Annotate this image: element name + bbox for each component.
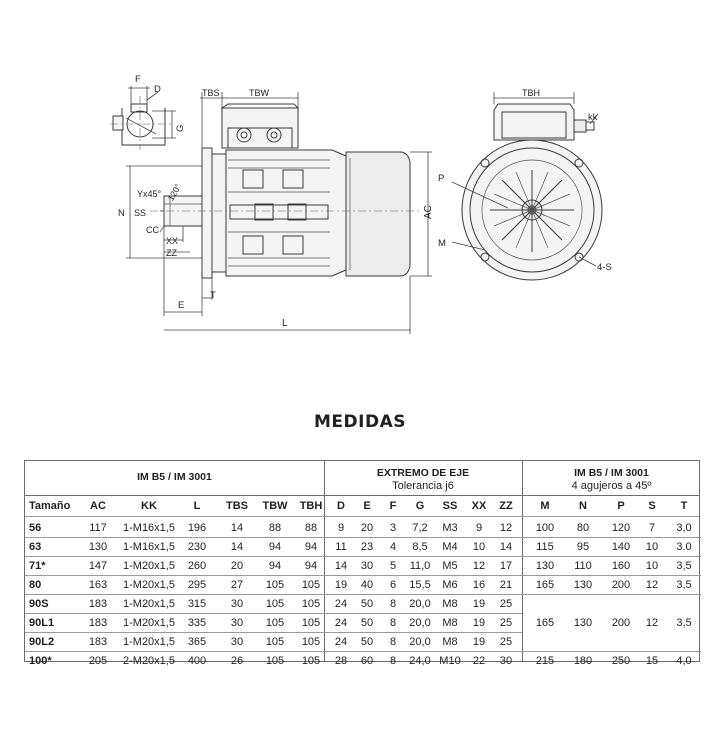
flange-cell: 3,0 [676,522,692,534]
table-cell: 105 [265,598,285,610]
table-cell: 24 [334,636,348,648]
table-cell: 20 [360,522,374,534]
label-ZZ: ZZ [166,248,177,258]
label-N: N [118,208,125,219]
flange-cell: 160 [611,560,631,572]
table-cell: 1-M16x1,5 [123,522,175,534]
header-rule [25,495,699,496]
table-cell: 183 [88,617,108,629]
table-cell: 88 [304,522,318,534]
table-cell: 50 [360,636,374,648]
table-cell: 105 [265,617,285,629]
table-cell: 30 [230,598,244,610]
table-cell: 196 [187,522,207,534]
table-cell: 9 [337,522,345,534]
table-cell: 117 [89,522,107,534]
table-cell: M5 [442,560,458,572]
flange-cell: 130 [573,579,593,591]
group-header-flange: IM B5 / IM 3001 4 agujeros a 45º [571,467,652,492]
table-cell: 335 [187,617,207,629]
table-cell: 1-M20x1,5 [123,598,175,610]
table-cell: 105 [301,598,321,610]
table-cell: 22 [472,655,486,667]
dimensions-table [24,460,700,667]
table-cell: 94 [304,560,318,572]
column-header: Tamaño [29,500,71,512]
table-cell: 183 [88,636,108,648]
column-header: ZZ [499,500,513,512]
table-cell: 88 [268,522,282,534]
flange-cell: 95 [576,541,590,553]
row-separator [25,575,701,576]
table-cell: 30 [230,636,244,648]
table-cell: 9 [475,522,483,534]
table-cell: 50 [360,617,374,629]
column-header: G [415,500,425,512]
table-cell: 40 [360,579,374,591]
table-cell: 94 [268,541,282,553]
label-TBH: TBH [522,88,540,98]
flange-cell: 80 [576,522,590,534]
table-cell: 24 [334,598,348,610]
column-header: TBS [226,500,248,512]
table-cell: M10 [439,655,461,667]
table-cell: 16 [472,579,486,591]
page-title: MEDIDAS [314,412,406,432]
flange-cell: 10 [645,541,659,553]
table-cell: 105 [301,617,321,629]
table-cell: 1-M16x1,5 [123,541,175,553]
label-XX: XX [166,236,179,246]
table-cell: 63 [29,541,42,553]
table-cell: 8 [389,636,397,648]
column-header: TBH [299,500,323,512]
group-header-dims: IM B5 / IM 3001 [137,471,212,483]
table-cell: 183 [88,598,108,610]
flange-cell: 130 [573,617,593,629]
table-cell: 94 [304,541,318,553]
table-cell: 30 [499,655,513,667]
table-cell: 8 [389,598,397,610]
table-cell: 11,0 [409,560,431,572]
table-cell: 260 [187,560,207,572]
table-cell: 17 [499,560,513,572]
flange-cell: 165 [535,617,555,629]
table-cell: 105 [265,655,285,667]
label-kk: kk [588,112,598,123]
flange-cell: 165 [535,579,555,591]
flange-cell: 3.0 [676,541,692,553]
table-cell: 400 [187,655,207,667]
column-header: AC [90,500,106,512]
flange-cell: 250 [611,655,631,667]
table-cell: 20 [230,560,244,572]
table-cell: 1-M20x1,5 [123,560,175,572]
table-cell: 14 [499,541,513,553]
motor-end-view [438,88,612,280]
table-cell: 19 [334,579,348,591]
table-cell: 56 [29,522,42,534]
table-cell: 205 [88,655,108,667]
table-cell: 105 [265,636,285,648]
table-cell: 1-M20x1,5 [123,636,175,648]
flange-cell: 3,5 [676,617,692,629]
table-cell: 130 [88,541,108,553]
table-cell: 7,2 [412,522,428,534]
column-header: S [648,500,656,512]
table-cell: 105 [301,655,321,667]
flange-cell: 115 [536,541,554,553]
table-cell: 163 [88,579,108,591]
table-cell: 12 [499,522,513,534]
table-cell: 105 [265,579,285,591]
table-cell: 100* [29,655,52,667]
label-E: E [178,300,185,311]
label-Y: Yx45° [137,189,162,199]
label-TBW: TBW [249,88,269,98]
flange-cell: 12 [645,579,659,591]
table-cell: 14 [230,541,244,553]
table-cell: 15,5 [409,579,431,591]
table-cell: 20,0 [409,617,431,629]
column-header: M [540,500,550,512]
table-cell: 24,0 [409,655,431,667]
table-cell: 28 [334,655,348,667]
label-SS: SS [134,208,147,218]
label-angle: 120° [165,182,183,203]
flange-cell: 100 [535,522,555,534]
flange-cell: 3,5 [676,579,692,591]
table-cell: 8,5 [412,541,428,553]
flange-cell: 4,0 [676,655,692,667]
row-separator [25,594,701,595]
label-F: F [135,74,141,85]
column-header: F [389,500,397,512]
row-separator [25,613,522,614]
table-cell: 315 [187,598,207,610]
motor-drawing [0,0,720,360]
column-header: T [680,500,688,512]
flange-cell: 12 [645,617,659,629]
flange-cell: 180 [573,655,593,667]
table-cell: 147 [88,560,108,572]
table-cell: M4 [442,541,458,553]
label-P: P [438,173,445,184]
table-cell: 25 [499,617,513,629]
table-cell: 23 [360,541,374,553]
table-cell: 1-M20x1,5 [123,617,175,629]
label-4S: 4-S [597,262,612,273]
label-G: G [175,124,186,132]
column-header: KK [141,500,157,512]
flange-cell: 7 [648,522,656,534]
label-T: T [210,290,216,301]
table-cell: 60 [360,655,374,667]
column-header: N [579,500,587,512]
column-header: XX [471,500,487,512]
table-cell: 295 [187,579,207,591]
flange-cell: 120 [611,522,631,534]
table-cell: 90L1 [29,617,55,629]
table-cell: 20,0 [409,636,431,648]
table-cell: 12 [472,560,486,572]
shaft-key-detail [110,74,186,150]
row-separator [25,537,701,538]
table-cell: M3 [442,522,458,534]
table-cell: 30 [360,560,374,572]
row-separator [25,651,701,652]
table-cell: 27 [230,579,244,591]
table-cell: 25 [499,598,513,610]
row-separator [25,556,701,557]
table-cell: 19 [472,598,486,610]
flange-cell: 3,5 [676,560,692,572]
flange-cell: 140 [611,541,631,553]
table-cell: 90L2 [29,636,55,648]
table-cell: 2-M20x1,5 [123,655,175,667]
table-cell: 14 [230,522,244,534]
table-cell: M8 [442,598,458,610]
table-cell: 8 [389,655,397,667]
table-cell: 11 [335,541,347,553]
column-header: SS [442,500,458,512]
table-cell: 50 [360,598,374,610]
table-cell: M8 [442,617,458,629]
table-cell: 94 [268,560,282,572]
label-AC: AC [423,205,434,219]
table-cell: 365 [187,636,207,648]
flange-cell: 200 [611,617,631,629]
table-cell: 80 [29,579,42,591]
table-cell: 3 [389,522,397,534]
flange-cell: 215 [535,655,555,667]
table-cell: 5 [389,560,397,572]
table-cell: 90S [29,598,49,610]
flange-cell: 200 [611,579,631,591]
row-separator [25,632,522,633]
table-cell: M8 [442,636,458,648]
flange-cell: 130 [535,560,555,572]
table-cell: 25 [499,636,513,648]
table-cell: M6 [442,579,458,591]
table-cell: 105 [301,636,321,648]
label-L: L [282,318,288,329]
flange-cell: 15 [645,655,659,667]
table-cell: 1-M20x1,5 [123,579,175,591]
group-header-shaft: EXTREMO DE EJE Tolerancia j6 [376,467,470,492]
table-cell: 71* [29,560,46,572]
table-cell: 19 [472,636,486,648]
column-header: TBW [262,500,288,512]
table-cell: 6 [389,579,397,591]
table-cell: 24 [334,617,348,629]
label-TBS: TBS [202,88,220,98]
label-M: M [438,238,446,249]
column-header: P [617,500,625,512]
table-cell: 14 [334,560,348,572]
table-cell: 8 [389,617,397,629]
flange-cell: 10 [645,560,659,572]
column-header: D [337,500,345,512]
header-rule [25,516,699,517]
column-header: E [363,500,371,512]
label-D: D [154,84,161,95]
table-cell: 105 [301,579,321,591]
table-cell: 19 [472,617,486,629]
table-cell: 30 [230,617,244,629]
table-cell: 10 [472,541,486,553]
table-cell: 20,0 [409,598,431,610]
table-cell: 21 [499,579,513,591]
column-header: L [193,500,201,512]
label-CC: CC [146,225,159,235]
table-cell: 26 [230,655,244,667]
table-cell: 4 [389,541,397,553]
flange-cell: 110 [574,560,592,572]
table-cell: 230 [187,541,207,553]
